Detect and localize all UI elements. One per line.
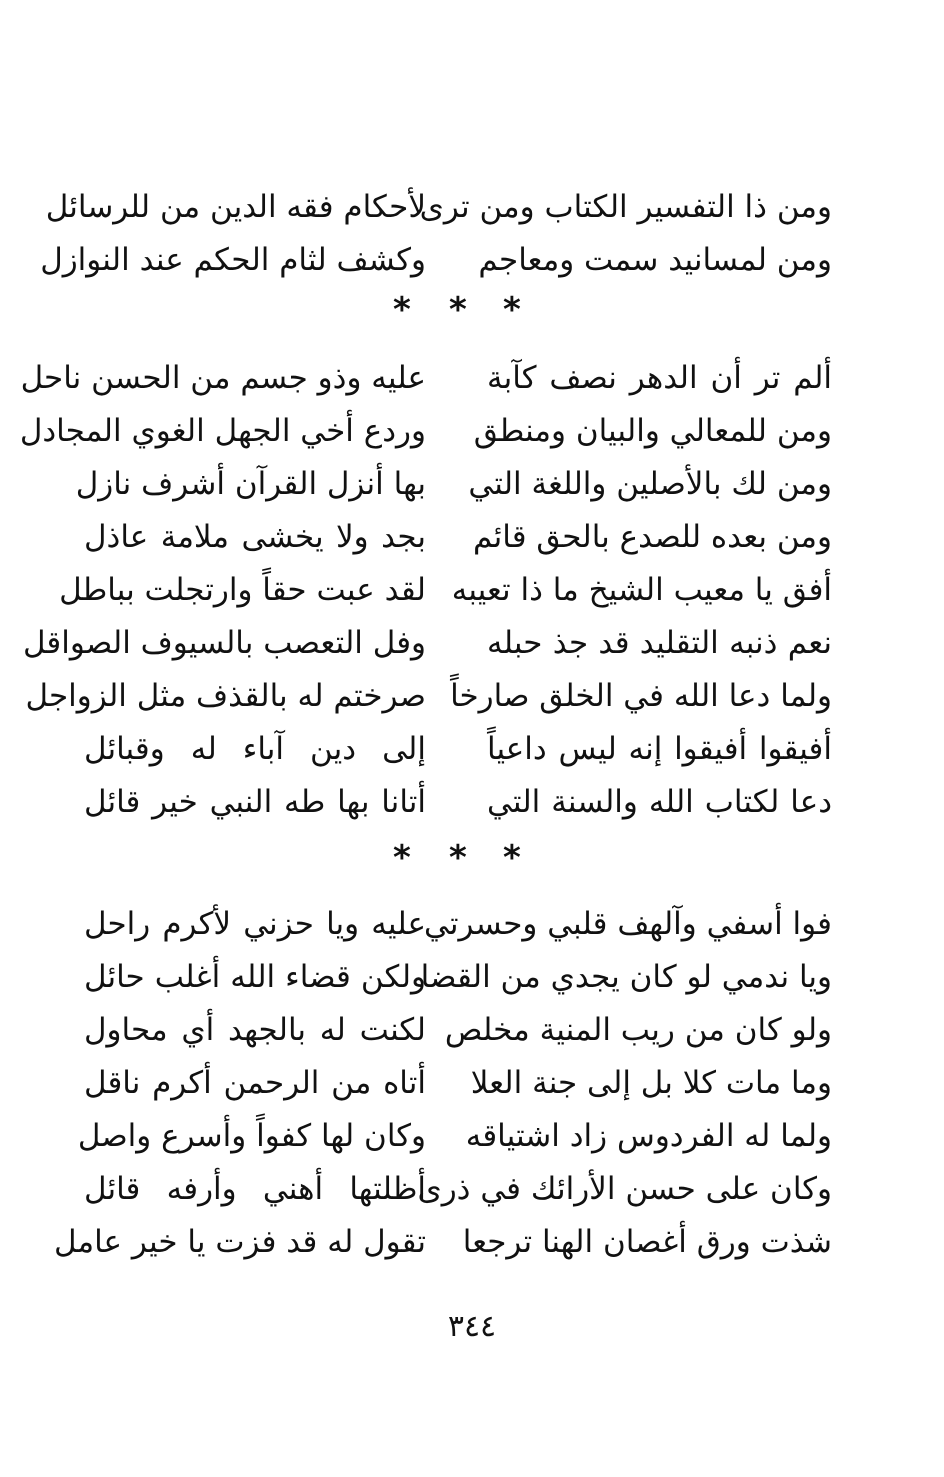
verse	[0, 723, 944, 776]
verse-first-hemistich: ومن لك بالأصلين واللغة التي	[468, 466, 832, 502]
verse-second-hemistich: لأحكام فقه الدين من للرسائل	[45, 189, 426, 225]
separator-star: *	[449, 290, 467, 330]
stanza-separator	[0, 838, 944, 878]
verse	[0, 511, 944, 564]
separator-star: *	[503, 290, 521, 330]
verse-second-hemistich: إلى دين آباء له وقبائل	[84, 731, 426, 767]
verse-first-hemistich: دعا لكتاب الله والسنة التي	[487, 784, 832, 820]
verse-second-hemistich: وكشف لثام الحكم عند النوازل	[40, 242, 426, 278]
verse-second-hemistich: صرختم له بالقذف مثل الزواجل	[25, 678, 426, 714]
stanza-2	[0, 352, 944, 829]
verse-second-hemistich: وردع أخي الجهل الغوي المجادل	[19, 413, 426, 449]
verse	[0, 405, 944, 458]
verse-second-hemistich: عليه ويا حزني لأكرم راحل	[84, 906, 426, 942]
verse-second-hemistich: ولكن قضاء الله أغلب حائل	[84, 959, 426, 995]
verse	[0, 234, 944, 287]
verse-first-hemistich: أفيقوا أفيقوا إنه ليس داعياً	[487, 731, 832, 767]
verse	[0, 951, 944, 1004]
verse-second-hemistich: أظلتها أهني وأرفه قائل	[84, 1171, 426, 1207]
verse-first-hemistich: وكان على حسن الأرائك في ذرى	[417, 1171, 832, 1207]
verse	[0, 898, 944, 951]
verse-second-hemistich: وفل التعصب بالسيوف الصواقل	[22, 625, 426, 661]
verse-second-hemistich: لكنت له بالجهد أي محاول	[84, 1012, 426, 1048]
verse-first-hemistich: نعم ذنبه التقليد قد جذ حبله	[487, 625, 832, 661]
verse	[0, 617, 944, 670]
verse-second-hemistich: بها أنزل القرآن أشرف نازل	[75, 466, 426, 502]
separator-star: *	[393, 838, 411, 878]
verse-second-hemistich: أتاه من الرحمن أكرم ناقل	[84, 1065, 426, 1101]
page-number: ٣٤٤	[447, 1309, 497, 1344]
verse-second-hemistich: عليه وذو جسم من الحسن ناحل	[20, 360, 426, 396]
verse-first-hemistich: ولو كان من ريب المنية مخلص	[444, 1012, 832, 1048]
verse-first-hemistich: ولما دعا الله في الخلق صارخاً	[450, 678, 832, 714]
verse	[0, 670, 944, 723]
verse-second-hemistich: تقول له قد فزت يا خير عامل	[54, 1224, 426, 1260]
verse-second-hemistich: وكان لها كفواً وأسرع واصل	[77, 1118, 426, 1154]
verse-first-hemistich: وما مات كلا بل إلى جنة العلا	[470, 1065, 832, 1101]
verse	[0, 1004, 944, 1057]
verse-first-hemistich: ومن بعده للصدع بالحق قائم	[473, 519, 832, 555]
verse-first-hemistich: شذت ورق أغصان الهنا ترجعا	[462, 1224, 832, 1260]
verse	[0, 1110, 944, 1163]
verse	[0, 458, 944, 511]
verse-second-hemistich: أتانا بها طه النبي خير قائل	[84, 784, 426, 820]
verse-first-hemistich: ومن ذا التفسير الكتاب ومن ترى	[419, 189, 832, 225]
verse	[0, 776, 944, 829]
verse	[0, 564, 944, 617]
separator-star: *	[449, 838, 467, 878]
verse	[0, 1163, 944, 1216]
verse-second-hemistich: بجد ولا يخشى ملامة عاذل	[84, 519, 426, 555]
verse-second-hemistich: لقد عبت حقاً وارتجلت بباطل	[59, 572, 426, 608]
verse-first-hemistich: ومن للمعالي والبيان ومنطق	[473, 413, 832, 449]
stanza-3	[0, 898, 944, 1269]
verse-first-hemistich: ألم تر أن الدهر نصف كآبة	[487, 360, 832, 396]
verse	[0, 1216, 944, 1269]
stanza-separator	[0, 290, 944, 330]
stanza-1	[0, 181, 944, 287]
separator-star: *	[393, 290, 411, 330]
verse	[0, 181, 944, 234]
verse-first-hemistich: ولما له الفردوس زاد اشتياقه	[465, 1118, 832, 1154]
verse-first-hemistich: فوا أسفي وآلهف قلبي وحسرتي	[423, 906, 832, 942]
verse	[0, 352, 944, 405]
verse	[0, 1057, 944, 1110]
verse-first-hemistich: أفق يا معيب الشيخ ما ذا تعيبه	[451, 572, 832, 608]
verse-first-hemistich: ويا ندمي لو كان يجدي من القضا	[420, 959, 832, 995]
verse-first-hemistich: ومن لمسانيد سمت ومعاجم	[478, 242, 832, 278]
separator-star: *	[503, 838, 521, 878]
